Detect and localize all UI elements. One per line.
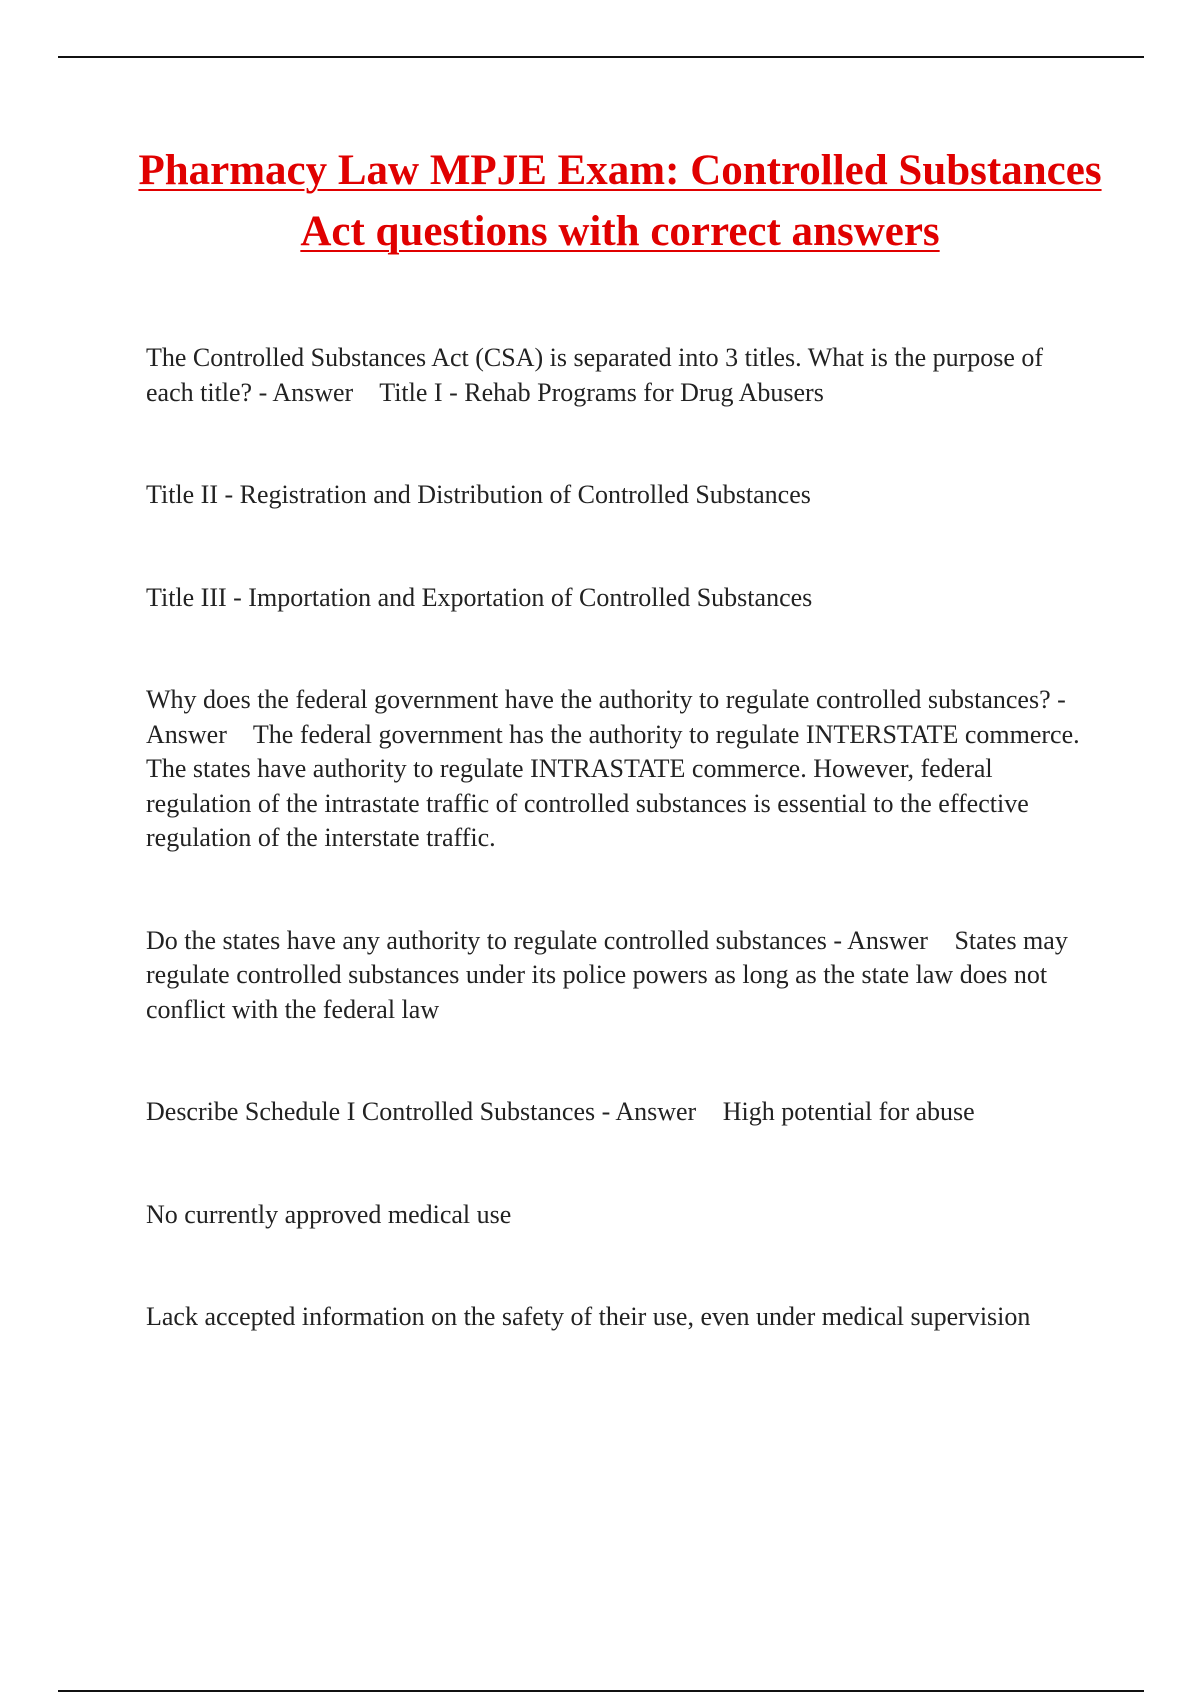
question-text: The Controlled Substances Act (CSA) is separated into 3 titles. What is the purpose of each title? [146,343,1044,407]
answer-continuation: No currently approved medical use [146,1199,512,1229]
answer-continuation: Title II - Registration and Distribution of Controlled Substances [146,480,811,509]
answer-label: - Answer [833,925,928,955]
qa-item [146,1095,1096,1130]
qa-item [146,683,1096,856]
top-rule [58,56,1144,58]
answer-label: - Answer [601,1097,697,1126]
answer-label: - Answer [258,377,354,407]
question-text: Why does the federal government have the authority to regulate controlled substances? [146,685,1051,714]
answer-text: The federal government has the authority to regulate INTERSTATE commerce. The states have authority to regulate INTRASTATE commerce. However, federal regulation of the intrastate traffic of controlled substances is essential to the effective regulation of the interstate traffic. [146,719,1080,852]
qa-content [146,341,1096,1335]
bottom-rule [58,1690,1144,1692]
answer-continuation: Title III - Importation and Exportation of Controlled Substances [146,582,813,612]
answer-text: High potential for abuse [722,1097,975,1126]
question-text: Do the states have any authority to regulate controlled substances [146,925,827,955]
question-text: Describe Schedule I Controlled Substances [146,1097,596,1126]
page-title: Pharmacy Law MPJE Exam: Controlled Substances Act questions with correct answers [138,147,1102,255]
answer-continuation: Lack accepted information on the safety of their use, even under medical supervision [146,1302,1031,1331]
qa-item [146,341,1096,410]
qa-item [146,924,1096,1028]
answer-text: Title I - Rehab Programs for Drug Abusers [379,377,824,407]
answer-text: States may regulate controlled substances under its police powers as long as the state law does not conflict with the federal law [146,925,1068,1024]
answer-label: - Answer [146,685,1066,749]
